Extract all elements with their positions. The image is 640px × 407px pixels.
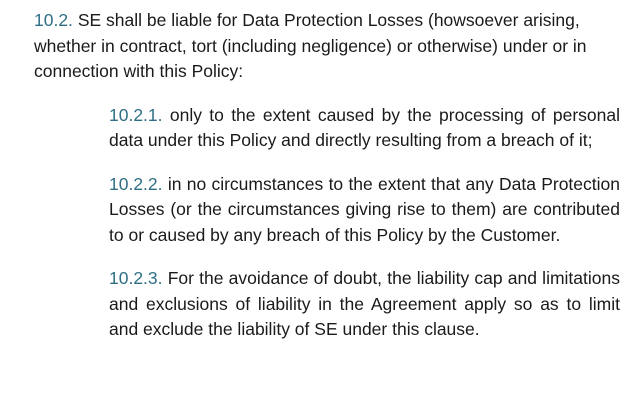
subclause-number: 10.2.3. [109,268,163,288]
clause-number: 10.2. [34,10,73,30]
subclause-10-2-2 [34,172,620,249]
subclause-number: 10.2.1. [109,104,163,125]
subclause-text: in no circumstances to the extent that any Data Protection Losses (or the circumstances giving rise to them) are contributed to or caused by any breach of this Policy by the Customer. [109,173,620,245]
subclause-number: 10.2.2. [109,173,163,194]
subclause-text: only to the extent caused by the processing of personal data under this Policy and directly resulting from a breach of it; [109,104,620,150]
subclause-10-2-1 [34,103,620,154]
clause-10-2 [34,8,620,85]
clause-text: SE shall be liable for Data Protection Losses (howsoever arising, whether in contract, tort (including negligence) or otherwise) under or in connection with this Policy: [34,10,587,81]
subclause-text: For the avoidance of doubt, the liability cap and limitations and exclusions of liability in the Agreement apply so as to limit and exclude the liability of SE under this clause. [109,268,620,339]
subclause-10-2-3 [34,266,620,343]
